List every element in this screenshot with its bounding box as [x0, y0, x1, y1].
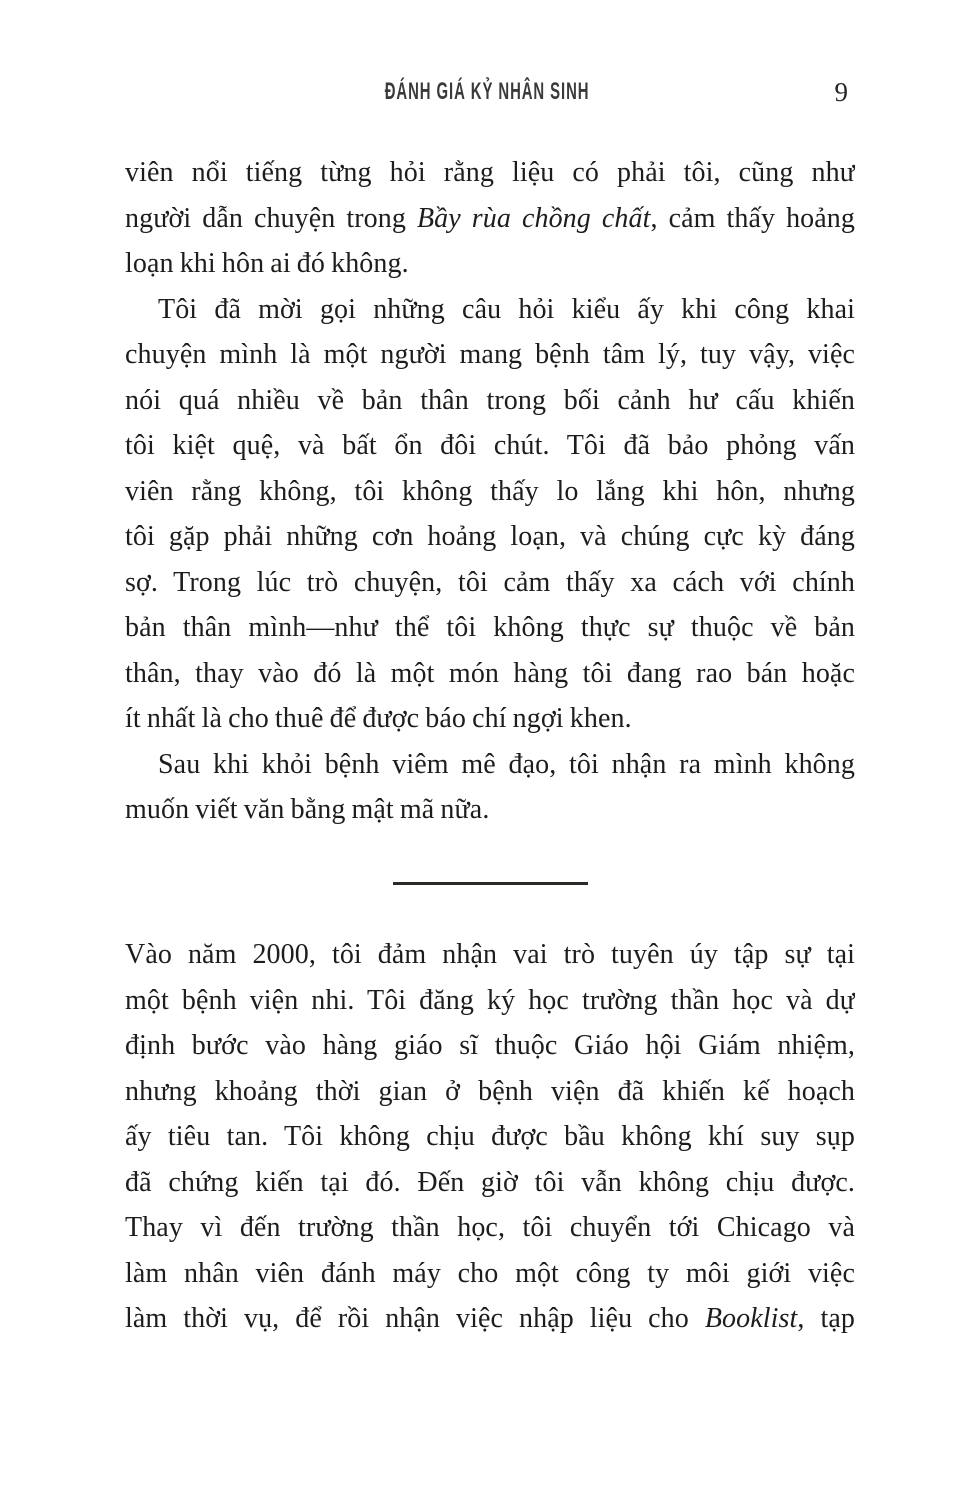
text-segment: Thay vì đến trường thần học, tôi chuyển tới Chicago và [125, 1212, 855, 1243]
italic-text-segment: Booklist [704, 1303, 798, 1334]
text-segment: tôi gặp phải những cơn hoảng loạn, và chúng cực kỳ đáng [125, 521, 855, 552]
text-line [125, 742, 855, 788]
text-line [125, 978, 855, 1024]
text-segment: ấy tiêu tan. Tôi không chịu được bầu không khí suy sụp [125, 1121, 855, 1152]
text-line [125, 469, 855, 515]
text-line [125, 1296, 855, 1342]
italic-text-segment: Bầy rùa chồng chất [416, 202, 651, 234]
text-line [125, 932, 855, 978]
text-line [125, 241, 855, 287]
text-segment: Vào năm 2000, tôi đảm nhận vai trò tuyên úy tập sự tại [125, 939, 855, 970]
text-line [125, 1205, 855, 1251]
text-line [125, 651, 855, 697]
text-segment: , cảm thấy hoảng [650, 202, 855, 234]
text-line [125, 787, 855, 833]
text-line [125, 514, 855, 560]
text-line [125, 196, 855, 242]
text-line [125, 696, 855, 742]
text-line [125, 605, 855, 651]
text-line [125, 1069, 855, 1115]
running-title-wrap [0, 78, 975, 106]
text-segment: làm nhân viên đánh máy cho một công ty môi giới việc [125, 1257, 855, 1289]
text-line [125, 1160, 855, 1206]
text-segment: làm thời vụ, để rồi nhận việc nhập liệu cho [125, 1303, 705, 1334]
text-line [125, 1251, 855, 1297]
text-segment: , tạp [797, 1303, 855, 1334]
text-segment: đã chứng kiến tại đó. Đến giờ tôi vẫn không chịu được. [125, 1166, 855, 1198]
text-line [125, 1114, 855, 1160]
text-line [125, 560, 855, 606]
text-segment: nói quá nhiều về bản thân trong bối cảnh hư cấu khiến [125, 384, 855, 416]
text-segment: nhưng khoảng thời gian ở bệnh viện đã khiến kế hoạch [125, 1075, 855, 1107]
text-line [125, 287, 855, 333]
text-segment: chuyện mình là một người mang bệnh tâm lý, tuy vậy, việc [125, 339, 855, 370]
text-line [125, 1023, 855, 1069]
section-divider [393, 882, 588, 885]
running-header [0, 78, 975, 110]
text-segment: sợ. Trong lúc trò chuyện, tôi cảm thấy xa cách với chính [125, 566, 855, 598]
text-segment: thân, thay vào đó là một món hàng tôi đang rao bán hoặc [125, 657, 855, 689]
text-segment: loạn khi hôn ai đó không. [125, 248, 409, 279]
text-line [125, 423, 855, 469]
page-number: 9 [834, 77, 848, 107]
running-title: ĐÁNH GIÁ KỶ NHÂN SINH [385, 78, 590, 105]
body-text [125, 150, 855, 1342]
text-segment: bản thân mình—như thể tôi không thực sự thuộc về bản [125, 612, 855, 643]
text-segment: ít nhất là cho thuê để được báo chí ngợi khen. [125, 703, 632, 734]
text-segment: Sau khi khỏi bệnh viêm mê đạo, tôi nhận ra mình không [158, 748, 855, 780]
text-line [125, 150, 855, 196]
text-segment: tôi kiệt quệ, và bất ổn đôi chút. Tôi đã bảo phỏng vấn [125, 430, 855, 461]
text-segment: viên rằng không, tôi không thấy lo lắng khi hôn, nhưng [125, 475, 855, 507]
text-segment: Tôi đã mời gọi những câu hỏi kiểu ấy khi công khai [158, 293, 855, 325]
text-segment: một bệnh viện nhi. Tôi đăng ký học trường thần học và dự [125, 984, 855, 1016]
text-segment: viên nổi tiếng từng hỏi rằng liệu có phải tôi, cũng như [125, 157, 855, 188]
text-line [125, 378, 855, 424]
text-segment: người dẫn chuyện trong [125, 202, 417, 234]
text-line [125, 332, 855, 378]
text-segment: muốn viết văn bằng mật mã nữa. [125, 794, 490, 825]
text-segment: định bước vào hàng giáo sĩ thuộc Giáo hội Giám nhiệm, [125, 1030, 855, 1061]
